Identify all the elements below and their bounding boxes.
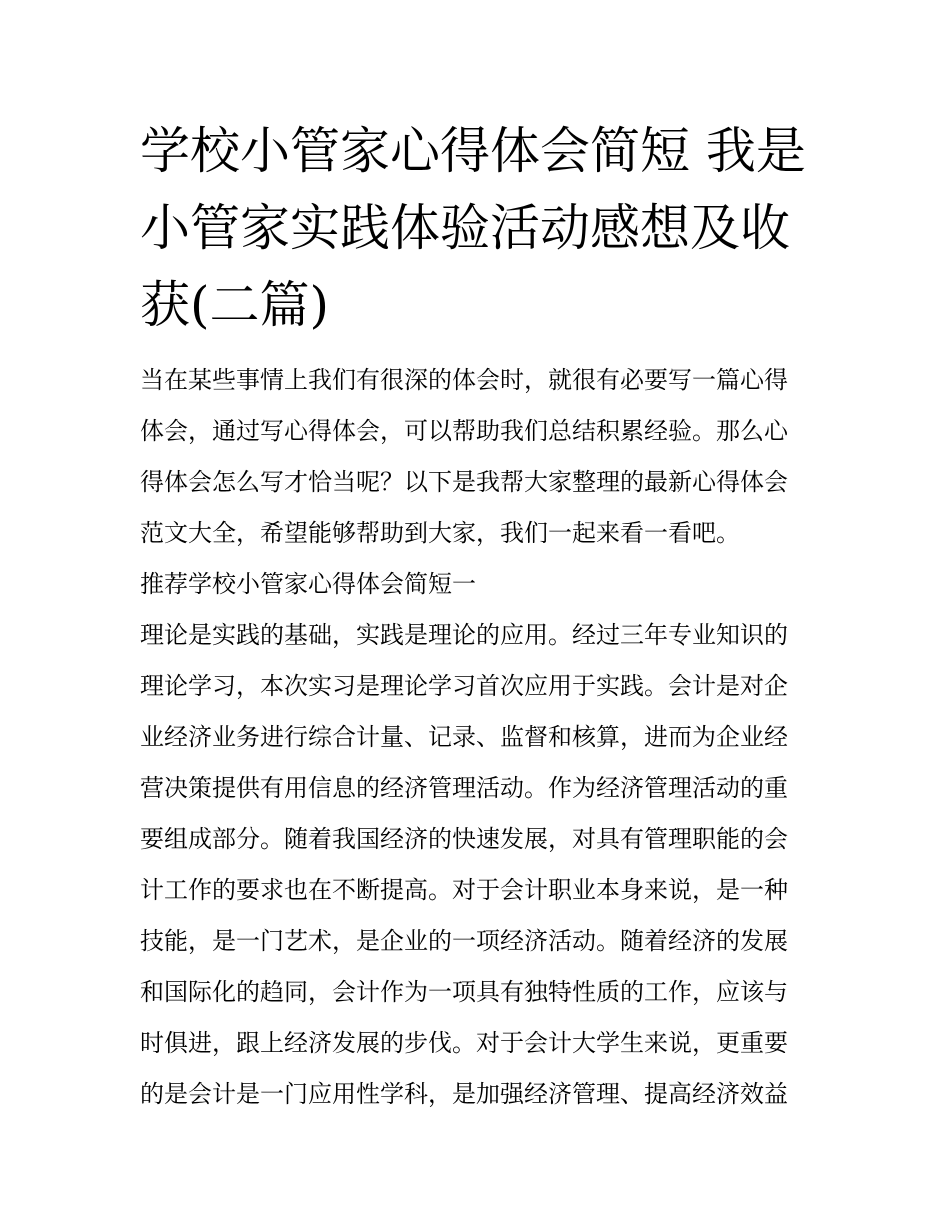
- paragraph-line: 理论是实践的基础，实践是理论的应用。经过三年专业知识的: [140, 621, 788, 649]
- intro-line: 范文大全，希望能够帮助到大家，我们一起来看一看吧。: [140, 519, 740, 547]
- paragraph-line: 时俱进，跟上经济发展的步伐。对于会计大学生来说，更重要: [140, 1029, 788, 1057]
- paragraph-line: 营决策提供有用信息的经济管理活动。作为经济管理活动的重: [140, 774, 788, 802]
- title-line: 学校小管家心得体会简短 我是: [140, 122, 806, 180]
- title-line: 小管家实践体验活动感想及收: [140, 199, 790, 257]
- document-body: [140, 355, 820, 1120]
- intro-line: 得体会怎么写才恰当呢？以下是我帮大家整理的最新心得体会: [140, 468, 788, 496]
- paragraph-line: 业经济业务进行综合计量、记录、监督和核算，进而为企业经: [140, 723, 788, 751]
- intro-line: 当在某些事情上我们有很深的体会时，就很有必要写一篇心得: [140, 366, 788, 394]
- title-line: 获(二篇): [140, 276, 330, 334]
- paragraph-line: 理论学习，本次实习是理论学习首次应用于实践。会计是对企: [140, 672, 788, 700]
- paragraph-line: 要组成部分。随着我国经济的快速发展，对具有管理职能的会: [140, 825, 788, 853]
- paragraph-line: 的是会计是一门应用性学科，是加强经济管理、提高经济效益: [140, 1080, 788, 1108]
- paragraph-line: 计工作的要求也在不断提高。对于会计职业本身来说，是一种: [140, 876, 788, 904]
- intro-line: 体会，通过写心得体会，可以帮助我们总结积累经验。那么心: [140, 417, 788, 445]
- paragraph-line: 和国际化的趋同，会计作为一项具有独特性质的工作，应该与: [140, 978, 788, 1006]
- section-heading: 推荐学校小管家心得体会简短一: [140, 570, 476, 598]
- paragraph-line: 技能，是一门艺术，是企业的一项经济活动。随着经济的发展: [140, 927, 788, 955]
- document-title: [140, 113, 810, 344]
